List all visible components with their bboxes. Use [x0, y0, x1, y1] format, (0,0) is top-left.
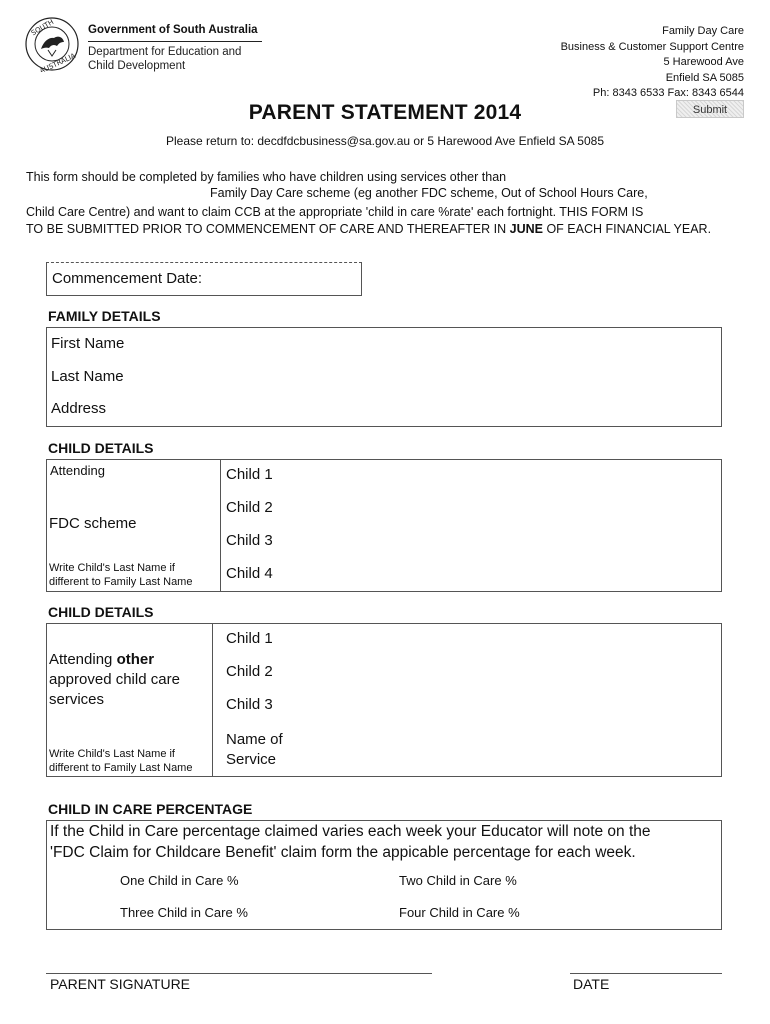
header-divider [88, 41, 262, 42]
note-line: different to Family Last Name [49, 762, 193, 774]
four-child-percent-field[interactable]: Four Child in Care % [399, 905, 520, 920]
column-divider [220, 459, 221, 592]
intro-month: JUNE [509, 222, 543, 236]
last-name-note [49, 561, 192, 589]
child-details-fdc-heading: CHILD DETAILS [48, 440, 154, 456]
fdc-child-1-field[interactable]: Child 1 [226, 466, 273, 483]
family-details-box [46, 327, 722, 427]
intro-text: OF EACH FINANCIAL YEAR. [542, 222, 712, 236]
child-in-care-heading: CHILD IN CARE PERCENTAGE [48, 801, 253, 817]
two-child-percent-field[interactable]: Two Child in Care % [399, 873, 517, 888]
note-line: Write Child's Last Name if [49, 748, 175, 760]
column-divider [212, 623, 213, 777]
signature-line[interactable] [46, 973, 432, 974]
department-line-2: Child Development [88, 60, 186, 72]
child-in-care-instructions [50, 821, 651, 863]
date-line[interactable] [570, 973, 722, 974]
attending-other-line [49, 650, 180, 670]
family-details-heading: FAMILY DETAILS [48, 308, 161, 324]
instruction-line: If the Child in Care percentage claimed varies each week your Educator will note on the [50, 823, 651, 840]
child-details-other-heading: CHILD DETAILS [48, 604, 154, 620]
address-line: Ph: 8343 6533 Fax: 8343 6544 [592, 87, 744, 100]
sa-government-seal [24, 16, 80, 72]
attending-other-text: Attending [49, 651, 117, 668]
three-child-percent-field[interactable]: Three Child in Care % [120, 905, 248, 920]
intro-line-1: This form should be completed by families who have children using services other than [26, 170, 507, 184]
attending-other-label [49, 650, 180, 710]
fdc-child-2-field[interactable]: Child 2 [226, 499, 273, 516]
fdc-child-3-field[interactable]: Child 3 [226, 532, 273, 549]
attending-other-line: services [49, 691, 105, 708]
name-of-service-field[interactable] [226, 730, 283, 770]
fdc-scheme-label: FDC scheme [49, 515, 137, 532]
one-child-percent-field[interactable]: One Child in Care % [120, 873, 239, 888]
submit-button[interactable]: Submit [676, 100, 744, 118]
intro-line-2: Family Day Care scheme (eg another FDC scheme, Out of School Hours Care, [210, 186, 648, 200]
svg-text:SOUTH: SOUTH [29, 18, 56, 38]
instruction-line: 'FDC Claim for Childcare Benefit' claim form the appicable percentage for each week. [50, 844, 636, 861]
attending-other-line: approved child care [49, 671, 180, 688]
other-child-2-field[interactable]: Child 2 [226, 663, 273, 680]
intro-line-3: Child Care Centre) and want to claim CCB at the appropriate 'child in care %rate' each fortnight. THIS FORM IS [26, 205, 644, 219]
return-instructions: Please return to: decdfdcbusiness@sa.gov.au or 5 Harewood Ave Enfield SA 5085 [165, 134, 604, 148]
address-field[interactable]: Address [51, 400, 107, 417]
fdc-child-4-field[interactable]: Child 4 [226, 565, 273, 582]
department-line-1: Department for Education and [88, 46, 242, 58]
department-name [88, 45, 241, 73]
form-title: PARENT STATEMENT 2014 [248, 101, 522, 124]
office-address [561, 24, 744, 102]
commencement-date-field[interactable] [46, 262, 362, 296]
other-child-3-field[interactable]: Child 3 [226, 696, 273, 713]
commencement-date-label: Commencement Date: [52, 270, 203, 287]
attending-label: Attending [50, 463, 105, 478]
intro-text: TO BE SUBMITTED PRIOR TO COMMENCEMENT OF CARE AND THEREAFTER IN [26, 222, 510, 236]
parent-signature-label: PARENT SIGNATURE [50, 976, 191, 992]
address-line: Business & Customer Support Centre [560, 40, 744, 53]
name-of-service-line: Service [226, 751, 277, 768]
address-line: 5 Harewood Ave [663, 56, 744, 69]
attending-other-emphasis: other [116, 651, 155, 668]
date-label: DATE [573, 976, 610, 992]
government-title: Government of South Australia [88, 24, 258, 36]
note-line: Write Child's Last Name if [49, 562, 175, 574]
last-name-note [49, 747, 192, 775]
note-line: different to Family Last Name [49, 576, 193, 588]
other-child-1-field[interactable]: Child 1 [226, 630, 273, 647]
first-name-field[interactable]: First Name [51, 335, 125, 352]
intro-line-4 [26, 222, 711, 236]
address-line: Enfield SA 5085 [665, 71, 744, 84]
svg-text:AUSTRALIA: AUSTRALIA [38, 51, 77, 72]
last-name-field[interactable]: Last Name [51, 368, 124, 385]
name-of-service-line: Name of [226, 731, 283, 748]
address-line: Family Day Care [662, 25, 744, 37]
